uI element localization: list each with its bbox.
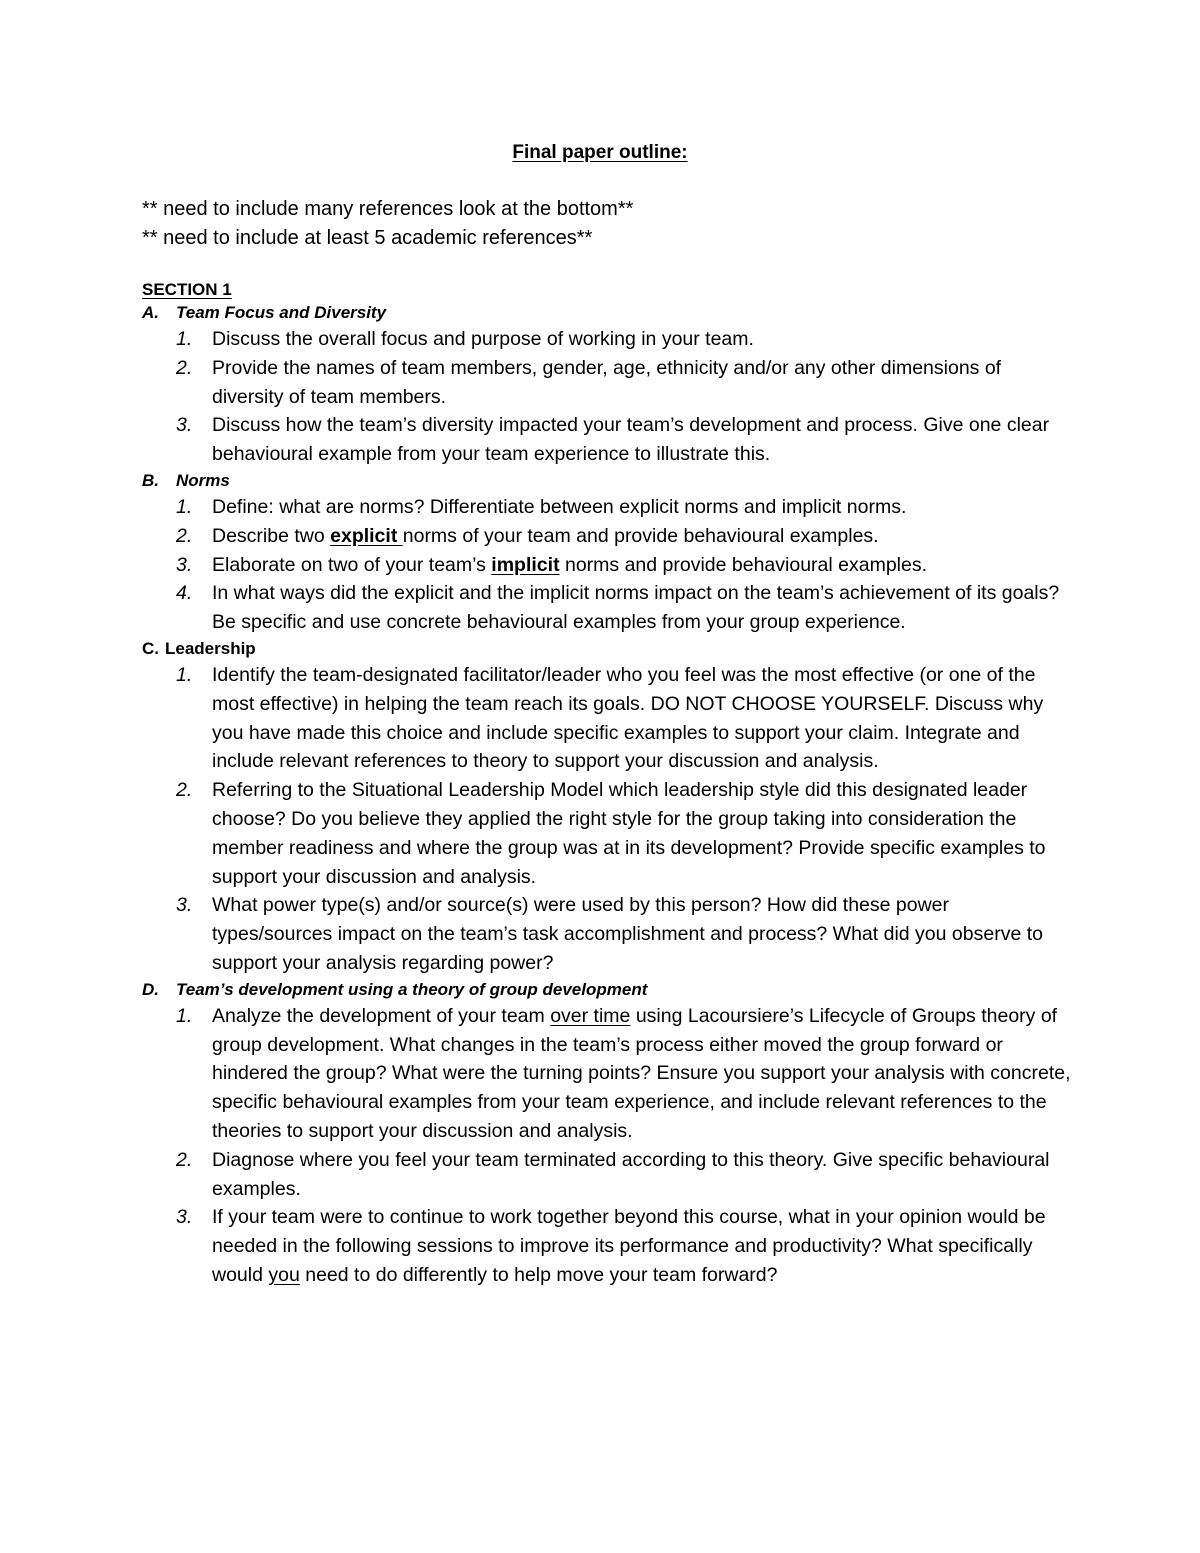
item-number: 3.: [176, 894, 193, 917]
item-text-after: norms and provide behavioural examples.: [559, 553, 928, 576]
emphasis-explicit: explicit: [330, 524, 403, 547]
list-team-focus: [142, 325, 1072, 469]
subheading-title: Team’s development using a theory of group development: [176, 979, 648, 999]
item-text: Identify the team-designated facilitator/leader who you feel was the most effective (or one of the most effective) in helping the team reach its goals. DO NOT CHOOSE YOURSELF. Discuss why you have made this choice and include specific examples to support your claim. Integrate and include relevant references to theory to support your discussion and analysis.: [212, 663, 1044, 773]
subheading-title: Team Focus and Diversity: [176, 303, 387, 322]
page-title: Final paper outline:: [512, 142, 688, 163]
list-item: [176, 325, 1072, 354]
item-text-after: using Lacoursiere’s Lifecycle of Groups theory of group development. What changes in the team’s process either moved the group forward or hindered the group? What were the turning points? Ensure you support your analysis with concrete, specific behavioural examples from your team experience, and include relevant references to the theories to support your discussion and analysis.: [212, 1004, 1071, 1142]
item-number: 3.: [176, 1206, 193, 1229]
item-text-before: If your team were to continue to work together beyond this course, what in your opinion would be needed in the following sessions to improve its performance and productivity? What specifically would: [212, 1206, 1046, 1286]
list-item: [176, 551, 1072, 580]
subheading-team-development: [142, 978, 1072, 1002]
note-references: ** need to include many references look at the bottom**: [142, 198, 634, 220]
item-number: 1.: [176, 1004, 193, 1027]
item-number: 2.: [176, 779, 193, 802]
outline: [142, 301, 1072, 1290]
list-item: [176, 579, 1072, 637]
subheading-letter: D.: [142, 979, 159, 999]
item-text: Discuss how the team’s diversity impacted your team’s development and process. Give one clear behavioural example from your team experience to illustrate this.: [212, 414, 1050, 466]
subheading-title: Norms: [176, 470, 230, 490]
subheading-norms: [142, 469, 1072, 493]
subheading-leadership: [142, 637, 1072, 661]
item-text: [212, 522, 1072, 551]
subheading-letter: A.: [142, 303, 159, 322]
subheading-team-focus: [142, 301, 1072, 325]
item-text: [212, 1203, 1072, 1289]
section-heading: SECTION 1: [142, 280, 232, 299]
note-academic-references: ** need to include at least 5 academic references**: [142, 227, 593, 249]
item-number: 1.: [176, 495, 193, 518]
item-number: 1.: [176, 663, 193, 686]
item-number: 2.: [176, 1148, 193, 1171]
subheading-title: Leadership: [165, 638, 256, 658]
list-leadership: [142, 661, 1072, 978]
item-text: [212, 1002, 1072, 1146]
list-item: [176, 1002, 1072, 1146]
item-text: Provide the names of team members, gender, age, ethnicity and/or any other dimensions of diversity of team members.: [212, 356, 1002, 408]
item-text: [212, 551, 1072, 580]
list-item: [176, 1203, 1072, 1289]
item-number: 3.: [176, 553, 193, 576]
list-item: [176, 661, 1072, 776]
list-norms: [142, 493, 1072, 637]
item-number: 4.: [176, 582, 193, 605]
item-text: Define: what are norms? Differentiate between explicit norms and implicit norms.: [212, 495, 907, 518]
item-number: 3.: [176, 414, 193, 437]
list-team-development: [142, 1002, 1072, 1290]
subheading-letter: B.: [142, 470, 159, 490]
item-number: 2.: [176, 524, 193, 547]
list-item: [176, 493, 1072, 522]
item-text: Diagnose where you feel your team terminated according to this theory. Give specific behavioural examples.: [212, 1148, 1050, 1200]
list-item: [176, 891, 1072, 977]
subheading-letter: C.: [142, 638, 159, 658]
item-text-before: Elaborate on two of your team’s: [212, 553, 492, 576]
item-text-after: need to do differently to help move your team forward?: [299, 1263, 778, 1286]
item-text: Referring to the Situational Leadership Model which leadership style did this designated leader choose? Do you believe they applied the right style for the group taking into consideration the member readiness and where the group was at in its development? Provide specific examples to support your discussion and analysis.: [212, 779, 1046, 888]
list-item: [176, 354, 1072, 412]
item-number: 1.: [176, 328, 193, 350]
item-text: In what ways did the explicit and the implicit norms impact on the team’s achievement of its goals? Be specific and use concrete behavioural examples from your group experience.: [212, 582, 1060, 634]
item-text: Discuss the overall focus and purpose of working in your team.: [212, 328, 754, 350]
list-item: [176, 522, 1072, 551]
emphasis-you: you: [268, 1263, 300, 1286]
list-item: [176, 776, 1072, 891]
item-text-before: Describe two: [212, 524, 331, 547]
item-number: 2.: [176, 356, 193, 379]
emphasis-implicit: implicit: [491, 553, 560, 576]
list-item: [176, 1146, 1072, 1204]
item-text-before: Analyze the development of your team: [212, 1004, 551, 1027]
item-text: What power type(s) and/or source(s) were used by this person? How did these power types/sources impact on the team’s task accomplishment and process? What did you observe to support your analysis regarding power?: [212, 894, 1043, 974]
emphasis-over-time: over time: [550, 1004, 631, 1027]
list-item: [176, 411, 1072, 469]
item-text-after: norms of your team and provide behavioural examples.: [402, 524, 879, 547]
